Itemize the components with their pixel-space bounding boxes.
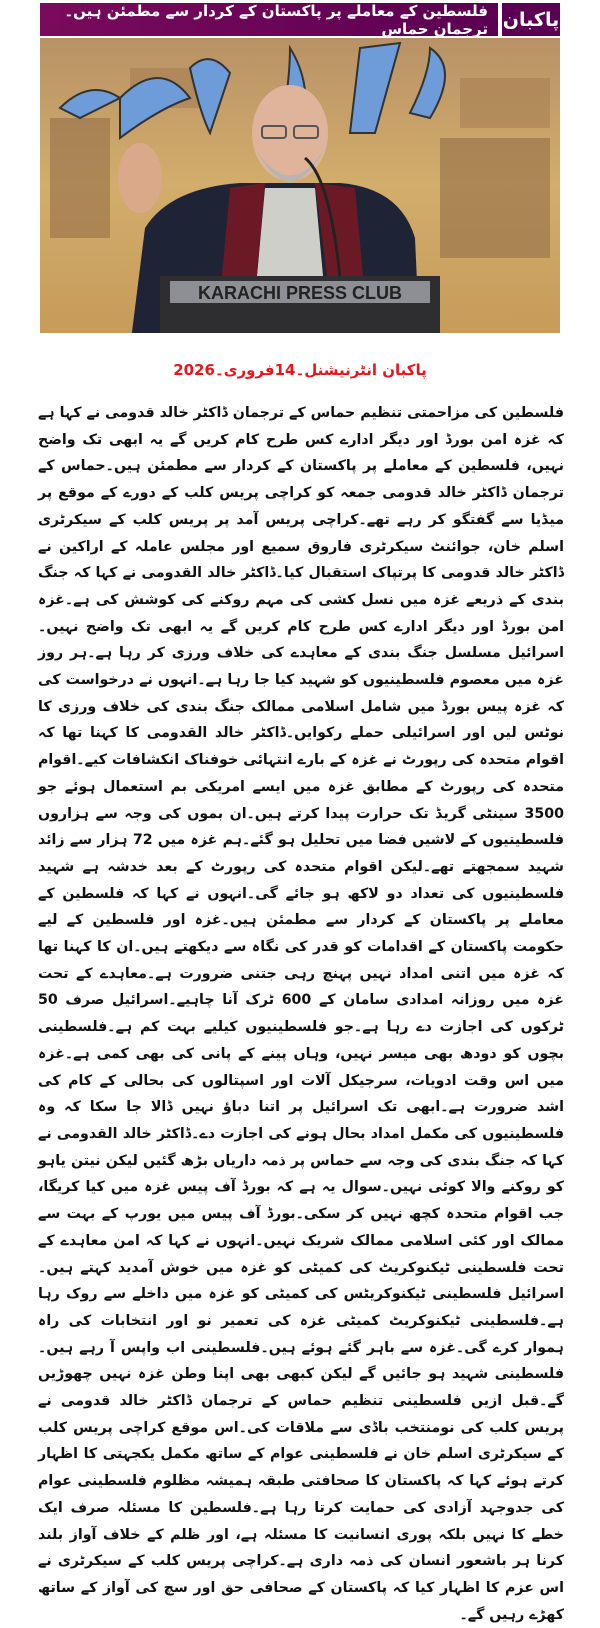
speaker-hand — [118, 143, 162, 213]
logo-text: پاکبان — [502, 8, 560, 31]
speaker-photo-illustration — [40, 38, 560, 333]
podium-text: KARACHI PRESS CLUB — [197, 283, 403, 303]
headline-bar — [40, 3, 498, 36]
news-photo — [40, 38, 560, 333]
speaker-head — [252, 85, 328, 181]
logo[interactable] — [502, 3, 560, 36]
dateline: پاکبان انٹرنیشنل۔14فروری۔2026 — [173, 361, 427, 379]
headline-text: فلسطین کے معاملے پر پاکستان کے کردار سے مطمئن ہیں۔ترجمان حماس — [64, 1, 488, 38]
article-body: فلسطین کی مزاحمتی تنظیم حماس کے ترجمان ڈاکٹر خالد قدومی نے کہا ہے کہ غزہ امن بورڈ اور دیگر ادارے کس طرح کام کریں گے یہ ابھی تک واضح نہیں، فلسطین کے معاملے پر پاکستان کے کردار سے مطمئن ہیں۔حماس کے ترجمان ڈاکٹر خالد قدومی جمعہ کو کراچی پریس کلب کے دورے کے موقع پر میڈیا سے گفتگو کر رہے تھے۔کراچی پریس آمد پر پریس کلب کے سیکرٹری اسلم خان، جوائنٹ سیکرٹری فاروق سمیع اور مجلس عاملہ کے اراکین نے ڈاکٹر خالد قدومی کا پرتپاک استقبال کیا۔ڈاکٹر خالد القدومی نے کہا کہ جنگ بندی کے ذریعے غزہ میں نسل کشی کی مہم روکنے کی کوشش کی ہے۔غزہ امن بورڈ اور دیگر ادارے کس طرح کام کریں گے یہ ابھی تک واضح نہیں۔اسرائیل مسلسل جنگ بندی کے معاہدے کی خلاف ورزی کر رہا ہے۔ہر روز غزہ میں معصوم فلسطینیوں کو شہید کیا جا رہا ہے۔انہوں نے درخواست کی کہ غزہ پیس بورڈ میں شامل اسلامی ممالک جنگ بندی کی خلاف ورزی کا نوٹس لیں اور اسرائیلی حملے رکوایں۔ڈاکٹر خالد القدومی کا کہنا تھا کہ اقوام متحدہ کی رپورٹ نے غزہ کے بارے انتہائی خوفناک انکشافات کیے۔اقوام متحدہ کی رپورٹ کے مطابق غزہ میں ایسے امریکی بم استعمال ہوئے جو 3500 سینٹی گریڈ تک حرارت پیدا کرتے ہیں۔ان بموں کی وجہ سے ہزاروں فلسطینیوں کے لاشیں فضا میں تحلیل ہو گئے۔ہم غزہ میں 72 ہزار سے زائد شہید سمجھتے تھے۔لیکن اقوام متحدہ کی رپورٹ کے بعد خدشہ ہے شہید فلسطینیوں کی تعداد دو لاکھ ہو جائے گی۔انہوں نے کہا کہ فلسطین کے معاملے پر پاکستان کے کردار سے مطمئن ہیں۔غزہ اور فلسطین کے لیے حکومت پاکستان کے اقدامات کو قدر کی نگاہ سے دیکھتے ہیں۔ان کا کہنا تھا کہ غزہ میں اتنی امداد نہیں پہنچ رہی جتنی ضرورت ہے۔معاہدے کے تحت غزہ میں روزانہ امدادی سامان کے 600 ٹرک آنا چاہیے۔اسرائیل صرف 50 ٹرکوں کی اجازت دے رہا ہے۔جو فلسطینیوں کیلیے بہت کم ہے۔فلسطینی بچوں کو دودھ بھی میسر نہیں، وہاں پینے کے پانی کی بھی کمی ہے۔غزہ میں اس وقت ادویات، سرجیکل آلات اور اسپتالوں کی بحالی کے کام کی اشد ضرورت ہے۔ابھی تک اسرائیل پر اتنا دباؤ نہیں ڈالا جا سکا کہ وہ فلسطینیوں کی مکمل امداد بحال ہونے کی اجازت دے۔ڈاکٹر خالد القدومی نے کہا کہ جنگ بندی کی وجہ سے حماس پر ذمہ داریاں بڑھ گئیں لیکن نیتن یاہو کو روکنے والا کوئی نہیں۔سوال یہ ہے کہ بورڈ آف پیس غزہ میں کیا کریگا، جب اقوام متحدہ کچھ نہیں کر سکی۔بورڈ آف پیس میں یورپ کے بہت سے ممالک اور کئی اسلامی ممالک شریک نہیں۔انہوں نے کہا کہ امن معاہدے کے تحت فلسطینی ٹیکنوکریٹ کی کمیٹی کو غزہ میں خوش آمدید کہتے ہیں۔اسرائیل فلسطینی ٹیکنوکریٹس کی کمیٹی کو غزہ میں داخلے سے روک رہا ہے۔فلسطینی ٹیکنوکریٹ کمیٹی غزہ کی تعمیر نو اور انتخابات کی راہ ہموار کرے گی۔غزہ سے باہر گئے ہوئے ہیں۔فلسطینی اب واپس آ رہے ہیں۔فلسطینی شہید ہو جائیں گے لیکن کبھی بھی اپنا وطن غزہ نہیں چھوڑیں گے۔قبل ازیں فلسطینی تنظیم حماس کے ترجمان ڈاکٹر خالد قدومی نے پریس کلب کی نومنتخب باڈی سے ملاقات کی۔اس موقع کراچی پریس کلب کے سیکرٹری اسلم خان نے فلسطینی عوام کے ساتھ مکمل یکجہتی کا اظہار کرتے ہوئے کہا کہ پاکستان کا صحافتی طبقہ ہمیشہ مظلوم فلسطینی عوام کی جدوجہد آزادی کی حمایت کرتا رہا ہے۔فلسطین کا مسئلہ صرف ایک خطے کا نہیں بلکہ پوری انسانیت کا مسئلہ ہے، اور ظلم کے خلاف آواز بلند کرنا ہر باشعور انسان کی ذمہ داری ہے۔کراچی پریس کلب کے سیکرٹری نے اس عزم کا اظہار کیا کہ پاکستان کے صحافی حق اور سچ کی آواز کے ساتھ کھڑے رہیں گے۔ — [38, 405, 564, 1623]
header-banner — [40, 3, 560, 36]
